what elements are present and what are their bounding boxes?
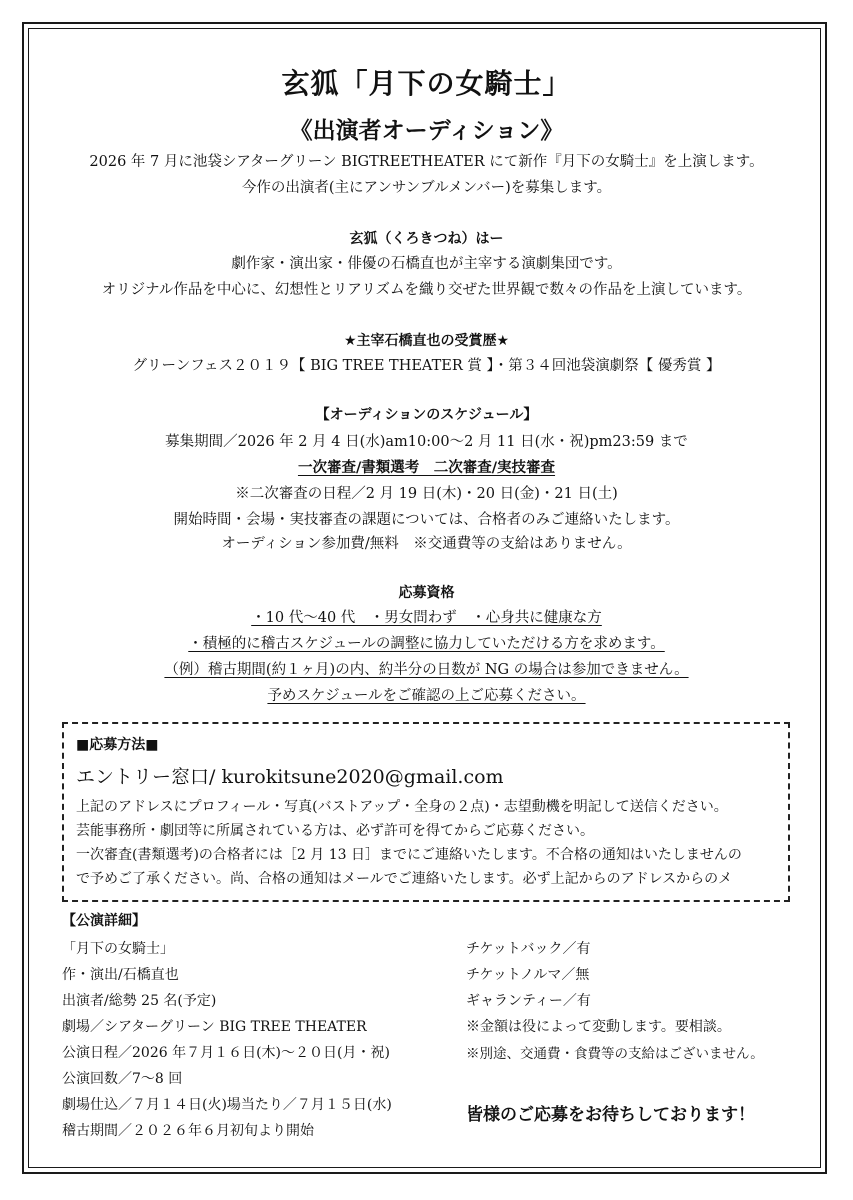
schedule-heading: 【オーディションのスケジュール】 [315, 407, 538, 423]
intro-line: 今作の出演者(主にアンサンブルメンバー)を募集します。 [241, 180, 612, 196]
qualification-line: ・積極的に稽古スケジュールの調整に協力していただける方を求めます。 [188, 636, 665, 652]
detail-right-line: チケットバック／有 [466, 941, 591, 957]
schedule-notice: 開始時間・会場・実技審査の課題については、合格者のみご連絡いたします。 [173, 512, 680, 528]
awards-line: グリーンフェス２０１９【 BIG TREE THEATER 賞 】・第３４回池袋演劇祭【 優秀賞 】 [132, 358, 721, 374]
schedule-second-dates: ※二次審査の日程／2 月 19 日(木)・20 日(金)・21 日(土) [235, 486, 618, 502]
detail-left-line: 公演日程／2026 年７月１６日(木)～２０日(月・祝) [62, 1045, 390, 1061]
detail-right-line: チケットノルマ／無 [466, 967, 590, 983]
qualification-line: 予めスケジュールをご確認の上ご応募ください。 [267, 688, 586, 704]
detail-right-line: ※金額は役によって変動します。要相談。 [466, 1019, 731, 1035]
method-line: 一次審査(書類選考)の合格者には［2 月 13 日］までにご連絡いたします。不合格の通知はいたしませんの [76, 847, 742, 863]
detail-left-line: 「月下の女騎士」 [62, 941, 174, 957]
entry-email: エントリー窓口/ kurokitsune2020@gmail.com [76, 766, 504, 788]
schedule-period: 募集期間／2026 年 2 月 4 日(水)am10:00～2 月 11 日(水・祝)pm23:59 まで [165, 434, 688, 450]
detail-left-line: 公演回数／7～8 回 [62, 1071, 183, 1087]
closing-message: 皆様のご応募をお待ちしております！ [466, 1105, 755, 1125]
qualification-line: （例）稽古期間(約１ヶ月)の内、約半分の日数が NG の場合は参加できません。 [164, 662, 689, 678]
method-line: 上記のアドレスにプロフィール・写真(バストアップ・全身の２点)・志望動機を明記して送信ください。 [76, 799, 728, 815]
detail-right-line: ※別途、交通費・食費等の支給はございません。 [466, 1046, 764, 1062]
detail-left-line: 出演者/総勢 25 名(予定) [62, 993, 217, 1009]
detail-left-line: 劇場／シアターグリーン BIG TREE THEATER [62, 1019, 367, 1035]
flyer-title: 玄狐「月下の女騎士」 [281, 67, 572, 100]
detail-left-line: 劇場仕込／７月１４日(火)場当たり／７月１５日(水) [62, 1097, 392, 1113]
schedule-fee: オーディション参加費/無料 ※交通費等の支給はありません。 [221, 536, 632, 552]
schedule-stages: 一次審査/書類選考 二次審査/実技審査 [297, 460, 556, 476]
flyer-subtitle: 《出演者オーディション》 [289, 118, 564, 144]
detail-left-line: 作・演出/石橋直也 [62, 967, 179, 983]
intro-line: 2026 年 7 月に池袋シアターグリーン BIGTREETHEATER にて新作『月下の女騎士』を上演します。 [89, 154, 764, 170]
detail-right-line: ギャランティー／有 [466, 993, 591, 1009]
awards-heading: ★主宰石橋直也の受賞歴★ [343, 333, 510, 349]
about-line: オリジナル作品を中心に、幻想性とリアリズムを織り交ぜた世界観で数々の作品を上演しています。 [101, 282, 752, 298]
detail-left-line: 稽古期間／２０２６年６月初旬より開始 [62, 1123, 314, 1139]
method-heading: ■応募方法■ [76, 737, 159, 753]
about-line: 劇作家・演出家・俳優の石橋直也が主宰する演劇集団です。 [231, 256, 622, 272]
about-heading: 玄狐（くろきつね）はー [349, 231, 504, 247]
qualifications-heading: 応募資格 [398, 585, 455, 601]
method-line: で予めご了承ください。尚、合格の通知はメールでご連絡いたします。必ず上記からのアドレスからのメ [76, 871, 733, 887]
method-line: 芸能事務所・劇団等に所属されている方は、必ず許可を得てからご応募ください。 [76, 823, 594, 839]
application-method-box [62, 722, 790, 902]
qualification-line: ・10 代～40 代 ・男女問わず ・心身共に健康な方 [251, 610, 602, 626]
details-heading: 【公演詳細】 [62, 913, 146, 929]
